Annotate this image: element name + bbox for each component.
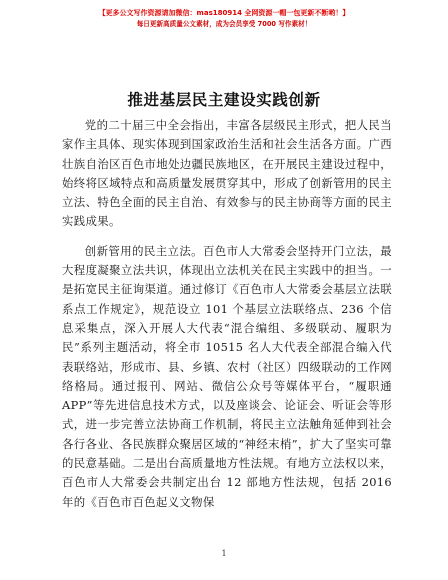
- paragraph-legislation: 创新管用的民主立法。百色市人大常委会坚持开门立法，最大程度凝聚立法共识，体现出立法机关在民主实践中的担当。一是拓宽民主征询渠道。通过修订《百色市人大常委会基层立法联系点工作规定》，规范设立 101 个基层立法联络点、236 个信息采集点，深入开展人大代表“混合编组、多级联动、履职为民”系列主题活动，将全市 10515 名人大代表全部混合编入代表联络站，形成市、县、乡镇、农村（社区）四级联动的工作网络格局。通过报刊、网站、微信公众号等媒体平台，“履职通 APP”等先进信息技术方式，以及座谈会、论证会、听证会等形式，进一步完善立法协商工作机制，将民主立法触角延伸到社会各行各业、各民族群众聚居区域的“神经末梢”，扩大了坚实可靠的民意基础。二是出台高质量地方性法规。有地方立法权以来，百色市人大常委会共制定出台 12 部地方性法规，包括 2016 年的《百色市百色起义文物保: [62, 243, 392, 509]
- banner-line-1: 【更多公文写作资源请加微信：mas180914 全网资源一帽一包更新不断哟！】: [98, 9, 350, 17]
- banner-line-2: 每日更新高质量公文素材，成为会员享受 7000 写作素材！: [136, 20, 312, 28]
- document-body: [62, 116, 392, 512]
- paragraph-intro: 党的二十届三中全会指出，丰富各层级民主形式，把人民当家作主具体、现实体现到国家政治生活和社会生活各方面。广西壮族自治区百色市地处边疆民族地区，在开展民主建设过程中，始终将区域特点和高质量发展贯穿其中，形成了创新管用的民主立法、特色全面的民主自治、有效参与的民主协商等方面的民主实践成果。: [62, 118, 392, 229]
- page-number: 1: [221, 549, 227, 558]
- document-title: 推进基层民主建设实践创新: [127, 91, 321, 109]
- header-banner: [0, 8, 448, 30]
